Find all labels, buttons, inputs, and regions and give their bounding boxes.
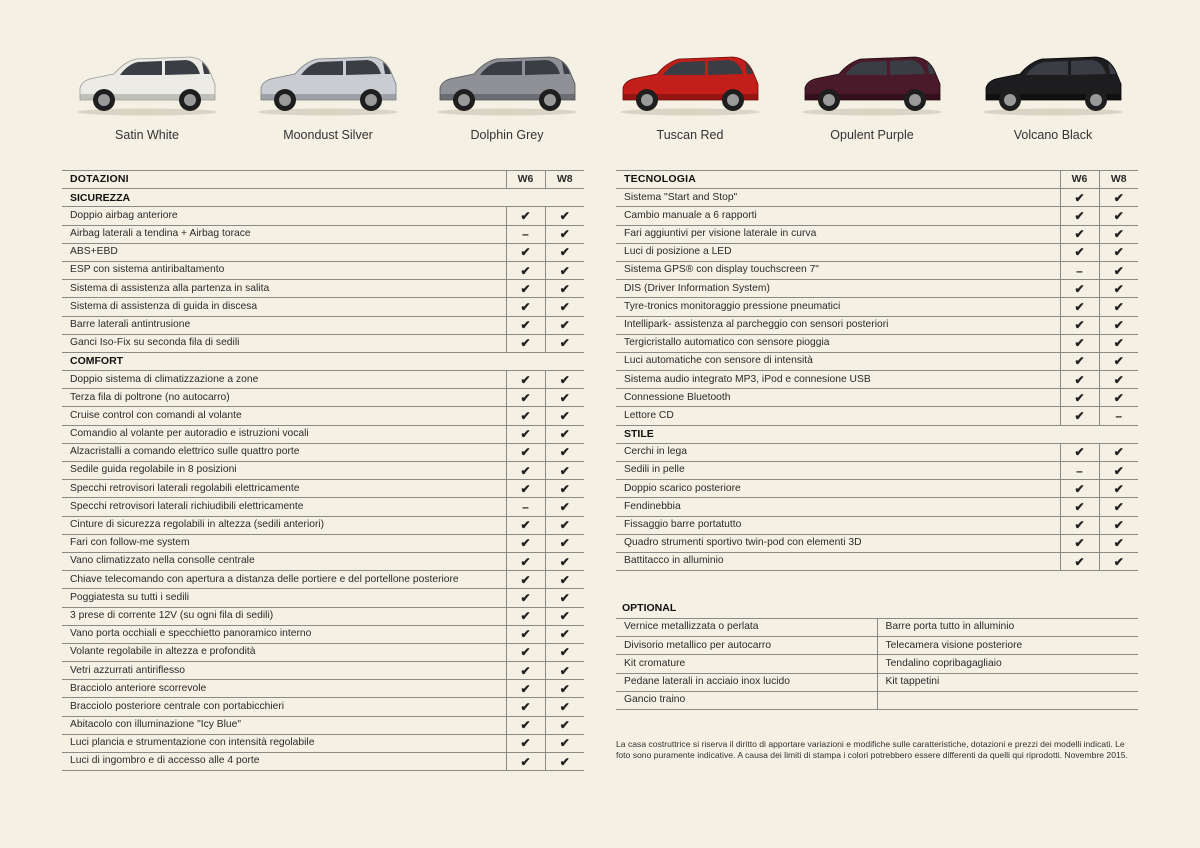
feature-label: Airbag laterali a tendina + Airbag torace (62, 225, 506, 243)
table-row (62, 225, 584, 243)
disclaimer-text: La casa costruttrice si riserva il diritto di apportare variazioni e modifiche sulle caratteristiche, dotazioni e prezzi dei modelli indicati. Le foto sono puramente indicative. A causa dei limiti di stampa i colori potrebbero essere differenti da quelli qui riprodotti. Novembre 2015. (616, 739, 1128, 760)
w6-availability: ✔ (506, 534, 545, 552)
table-row (62, 334, 584, 352)
table-row (62, 516, 584, 534)
w8-availability: ✔ (545, 462, 584, 480)
feature-label: Intellipark- assistenza al parcheggio con sensori posteriori (616, 316, 1060, 334)
car-swatch (62, 44, 232, 144)
w6-availability: ✔ (506, 589, 545, 607)
w8-availability: ✔ (545, 443, 584, 461)
car-image (72, 50, 222, 120)
w6-availability: ✔ (506, 698, 545, 716)
w6-availability: ✔ (506, 571, 545, 589)
table-row (62, 643, 584, 661)
w8-availability: ✔ (1099, 552, 1138, 570)
optional-item: Telecamera visione posteriore (877, 637, 1138, 655)
w6-availability: ✔ (1060, 316, 1099, 334)
w8-availability: ✔ (545, 425, 584, 443)
feature-label: Comandio al volante per autoradio e istruzioni vocali (62, 425, 506, 443)
w8-availability: ✔ (1099, 189, 1138, 207)
w8-availability: ✔ (1099, 334, 1138, 352)
w6-availability: ✔ (506, 516, 545, 534)
feature-label: Doppio airbag anteriore (62, 207, 506, 225)
car-image (615, 50, 765, 120)
w8-availability: ✔ (545, 680, 584, 698)
feature-label: Cinture di sicurezza regolabili in altezza (sedili anteriori) (62, 516, 506, 534)
optional-row (616, 691, 1138, 709)
w8-availability: ✔ (1099, 207, 1138, 225)
section-title: STILE (616, 425, 1138, 443)
table-row (616, 352, 1138, 370)
color-name: Moondust Silver (283, 128, 373, 142)
col-w6-header: W6 (1060, 171, 1099, 189)
w6-availability: ✔ (1060, 207, 1099, 225)
table-row (616, 243, 1138, 261)
w8-availability: ✔ (1099, 389, 1138, 407)
section-title: COMFORT (62, 352, 584, 370)
feature-label: Fari con follow-me system (62, 534, 506, 552)
table-row (62, 443, 584, 461)
w8-availability: ✔ (545, 625, 584, 643)
feature-label: ABS+EBD (62, 243, 506, 261)
color-swatches (42, 44, 1162, 150)
w8-availability: ✔ (1099, 534, 1138, 552)
table-row (616, 407, 1138, 425)
feature-label: Cerchi in lega (616, 443, 1060, 461)
table-row (62, 716, 584, 734)
feature-label: Specchi retrovisori laterali regolabili elettricamente (62, 480, 506, 498)
color-name: Opulent Purple (830, 128, 914, 142)
w8-availability: ✔ (545, 662, 584, 680)
w8-availability: ✔ (545, 298, 584, 316)
table-row (62, 498, 584, 516)
table-row (62, 280, 584, 298)
table-row (616, 298, 1138, 316)
feature-label: DIS (Driver Information System) (616, 280, 1060, 298)
optional-row (616, 673, 1138, 691)
w8-availability: ✔ (545, 371, 584, 389)
feature-label: Sistema di assistenza di guida in discesa (62, 298, 506, 316)
table-row (62, 680, 584, 698)
feature-label: Vano climatizzato nella consolle centrale (62, 552, 506, 570)
w6-availability: – (506, 498, 545, 516)
table-row (616, 480, 1138, 498)
table-row (616, 389, 1138, 407)
table-row (62, 425, 584, 443)
w8-availability: ✔ (545, 207, 584, 225)
optional-row (616, 655, 1138, 673)
w6-availability: ✔ (506, 680, 545, 698)
w8-availability: – (1099, 407, 1138, 425)
w6-availability: ✔ (506, 389, 545, 407)
feature-label: Sistema audio integrato MP3, iPod e connesione USB (616, 371, 1060, 389)
table-row (62, 698, 584, 716)
optional-item: Tendalino copribagagliaio (877, 655, 1138, 673)
feature-label: Bracciolo anteriore scorrevole (62, 680, 506, 698)
w6-availability: ✔ (506, 425, 545, 443)
feature-label: Sedili in pelle (616, 462, 1060, 480)
table-row (62, 534, 584, 552)
feature-label: 3 prese di corrente 12V (su ogni fila di sedili) (62, 607, 506, 625)
car-image (432, 50, 582, 120)
w6-availability: ✔ (1060, 443, 1099, 461)
table-title: TECNOLOGIA (616, 171, 1060, 189)
w6-availability: ✔ (1060, 389, 1099, 407)
optional-item: Gancio traino (616, 691, 877, 709)
w8-availability: ✔ (545, 516, 584, 534)
feature-label: Luci plancia e strumentazione con intensità regolabile (62, 734, 506, 752)
w6-availability: ✔ (1060, 243, 1099, 261)
car-swatch (422, 44, 592, 144)
car-swatch (605, 44, 775, 144)
w6-availability: ✔ (506, 443, 545, 461)
w8-availability: ✔ (545, 753, 584, 771)
w8-availability: ✔ (545, 643, 584, 661)
w6-availability: ✔ (506, 462, 545, 480)
table-row (62, 589, 584, 607)
w6-availability: ✔ (1060, 534, 1099, 552)
w6-availability: – (1060, 462, 1099, 480)
feature-label: Bracciolo posteriore centrale con portabicchieri (62, 698, 506, 716)
feature-label: Doppio sistema di climatizzazione a zone (62, 371, 506, 389)
optional-row (616, 619, 1138, 637)
w8-availability: ✔ (545, 552, 584, 570)
color-name: Tuscan Red (656, 128, 724, 142)
w8-availability: ✔ (545, 607, 584, 625)
table-row (616, 462, 1138, 480)
w8-availability: ✔ (545, 280, 584, 298)
w6-availability: ✔ (506, 243, 545, 261)
table-row (62, 662, 584, 680)
feature-label: Luci di ingombro e di accesso alle 4 porte (62, 753, 506, 771)
feature-label: Sistema di assistenza alla partenza in salita (62, 280, 506, 298)
feature-label: Quadro strumenti sportivo twin-pod con elementi 3D (616, 534, 1060, 552)
w6-availability: ✔ (506, 753, 545, 771)
car-swatch (243, 44, 413, 144)
feature-label: Fendinebbia (616, 498, 1060, 516)
table-row (62, 462, 584, 480)
feature-label: Abitacolo con illuminazione "Icy Blue" (62, 716, 506, 734)
color-name: Dolphin Grey (470, 128, 544, 142)
feature-label: Poggiatesta su tutti i sedili (62, 589, 506, 607)
feature-label: Fissaggio barre portatutto (616, 516, 1060, 534)
w8-availability: ✔ (545, 498, 584, 516)
feature-label: Tergicristallo automatico con sensore pioggia (616, 334, 1060, 352)
w8-availability: ✔ (1099, 443, 1138, 461)
feature-label: Tyre-tronics monitoraggio pressione pneumatici (616, 298, 1060, 316)
optional-row (616, 637, 1138, 655)
car-image (253, 50, 403, 120)
feature-label: Connessione Bluetooth (616, 389, 1060, 407)
table-row (62, 389, 584, 407)
table-row (616, 534, 1138, 552)
feature-label: Doppio scarico posteriore (616, 480, 1060, 498)
feature-label: Sistema "Start and Stop" (616, 189, 1060, 207)
feature-label: Vano porta occhiali e specchietto panoramico interno (62, 625, 506, 643)
feature-label: Vetri azzurrati antiriflesso (62, 662, 506, 680)
w6-availability: – (506, 225, 545, 243)
w6-availability: ✔ (506, 662, 545, 680)
w6-availability: ✔ (506, 407, 545, 425)
color-name: Satin White (115, 128, 179, 142)
table-row (616, 516, 1138, 534)
w6-availability: ✔ (506, 552, 545, 570)
w6-availability: ✔ (506, 261, 545, 279)
feature-label: Chiave telecomando con apertura a distanza delle portiere e del portellone posteriore (62, 571, 506, 589)
table-row (616, 261, 1138, 279)
car-image (978, 50, 1128, 120)
table-row (616, 371, 1138, 389)
table-row (62, 298, 584, 316)
table-row (62, 753, 584, 771)
w8-availability: ✔ (545, 261, 584, 279)
w8-availability: ✔ (1099, 462, 1138, 480)
w8-availability: ✔ (1099, 261, 1138, 279)
col-w8-header: W8 (1099, 171, 1138, 189)
section-header (616, 425, 1138, 443)
w8-availability: ✔ (1099, 371, 1138, 389)
w8-availability: ✔ (1099, 352, 1138, 370)
table-row (62, 207, 584, 225)
feature-label: Cruise control con comandi al volante (62, 407, 506, 425)
feature-label: Sistema GPS® con display touchscreen 7" (616, 261, 1060, 279)
w8-availability: ✔ (1099, 498, 1138, 516)
w6-availability: ✔ (506, 643, 545, 661)
table-row (62, 407, 584, 425)
optional-item: Divisorio metallico per autocarro (616, 637, 877, 655)
w8-availability: ✔ (1099, 243, 1138, 261)
feature-label: Barre laterali antintrusione (62, 316, 506, 334)
w6-availability: ✔ (1060, 480, 1099, 498)
w8-availability: ✔ (1099, 225, 1138, 243)
feature-label: Ganci Iso-Fix su seconda fila di sedili (62, 334, 506, 352)
optional-item (877, 691, 1138, 709)
col-w6-header: W6 (506, 171, 545, 189)
w6-availability: ✔ (1060, 407, 1099, 425)
w6-availability: ✔ (1060, 334, 1099, 352)
optional-item: Vernice metallizzata o perlata (616, 619, 877, 637)
w8-availability: ✔ (545, 571, 584, 589)
table-row (616, 189, 1138, 207)
table-row (616, 334, 1138, 352)
table-row (616, 498, 1138, 516)
w8-availability: ✔ (545, 407, 584, 425)
w6-availability: ✔ (506, 716, 545, 734)
w8-availability: ✔ (545, 589, 584, 607)
table-row (616, 552, 1138, 570)
feature-label: Specchi retrovisori laterali richiudibili elettricamente (62, 498, 506, 516)
table-row (62, 607, 584, 625)
optional-item: Barre porta tutto in alluminio (877, 619, 1138, 637)
col-w8-header: W8 (545, 171, 584, 189)
w6-availability: ✔ (506, 480, 545, 498)
w8-availability: ✔ (545, 534, 584, 552)
w8-availability: ✔ (1099, 516, 1138, 534)
optional-title: OPTIONAL (622, 602, 677, 614)
w8-availability: ✔ (545, 334, 584, 352)
optional-item: Kit cromature (616, 655, 877, 673)
w6-availability: ✔ (506, 207, 545, 225)
w6-availability: ✔ (1060, 516, 1099, 534)
w8-availability: ✔ (545, 698, 584, 716)
w6-availability: ✔ (1060, 189, 1099, 207)
table-row (616, 280, 1138, 298)
w6-availability: ✔ (506, 334, 545, 352)
feature-label: Luci di posizione a LED (616, 243, 1060, 261)
optional-table (616, 618, 1138, 710)
table-row (616, 443, 1138, 461)
feature-label: Sedile guida regolabile in 8 posizioni (62, 462, 506, 480)
table-row (616, 225, 1138, 243)
feature-label: Luci automatiche con sensore di intensità (616, 352, 1060, 370)
w6-availability: – (1060, 261, 1099, 279)
table-row (616, 316, 1138, 334)
table-row (616, 207, 1138, 225)
color-name: Volcano Black (1013, 128, 1093, 142)
feature-label: Volante regolabile in altezza e profondità (62, 643, 506, 661)
w8-availability: ✔ (1099, 480, 1138, 498)
optional-item: Kit tappetini (877, 673, 1138, 691)
w8-availability: ✔ (1099, 298, 1138, 316)
table-row (62, 734, 584, 752)
table-header (62, 171, 584, 189)
table-row (62, 625, 584, 643)
table-row (62, 552, 584, 570)
table-title: DOTAZIONI (62, 171, 506, 189)
car-swatch (968, 44, 1138, 144)
w6-availability: ✔ (506, 607, 545, 625)
section-header (62, 352, 584, 370)
car-image (797, 50, 947, 120)
w6-availability: ✔ (1060, 298, 1099, 316)
table-row (62, 571, 584, 589)
w6-availability: ✔ (1060, 498, 1099, 516)
w8-availability: ✔ (545, 389, 584, 407)
w6-availability: ✔ (506, 280, 545, 298)
w8-availability: ✔ (1099, 280, 1138, 298)
w8-availability: ✔ (545, 734, 584, 752)
table-row (62, 261, 584, 279)
section-header (62, 189, 584, 207)
w8-availability: ✔ (545, 316, 584, 334)
feature-label: Lettore CD (616, 407, 1060, 425)
w8-availability: ✔ (1099, 316, 1138, 334)
feature-label: Alzacristalli a comando elettrico sulle quattro porte (62, 443, 506, 461)
w8-availability: ✔ (545, 243, 584, 261)
w6-availability: ✔ (506, 734, 545, 752)
table-header (616, 171, 1138, 189)
w6-availability: ✔ (1060, 280, 1099, 298)
w6-availability: ✔ (506, 371, 545, 389)
table-row (62, 316, 584, 334)
table-row (62, 371, 584, 389)
w8-availability: ✔ (545, 480, 584, 498)
feature-label: Battitacco in alluminio (616, 552, 1060, 570)
section-title: SICUREZZA (62, 189, 584, 207)
w6-availability: ✔ (1060, 371, 1099, 389)
features-table-right (616, 170, 1138, 571)
w6-availability: ✔ (506, 625, 545, 643)
feature-label: ESP con sistema antiribaltamento (62, 261, 506, 279)
table-row (62, 480, 584, 498)
optional-item: Pedane laterali in acciaio inox lucido (616, 673, 877, 691)
table-row (62, 243, 584, 261)
car-swatch (787, 44, 957, 144)
w6-availability: ✔ (1060, 552, 1099, 570)
w8-availability: ✔ (545, 716, 584, 734)
w6-availability: ✔ (506, 298, 545, 316)
w6-availability: ✔ (506, 316, 545, 334)
feature-label: Fari aggiuntivi per visione laterale in curva (616, 225, 1060, 243)
features-table-left (62, 170, 584, 771)
feature-label: Terza fila di poltrone (no autocarro) (62, 389, 506, 407)
feature-label: Cambio manuale a 6 rapporti (616, 207, 1060, 225)
w8-availability: ✔ (545, 225, 584, 243)
w6-availability: ✔ (1060, 225, 1099, 243)
w6-availability: ✔ (1060, 352, 1099, 370)
